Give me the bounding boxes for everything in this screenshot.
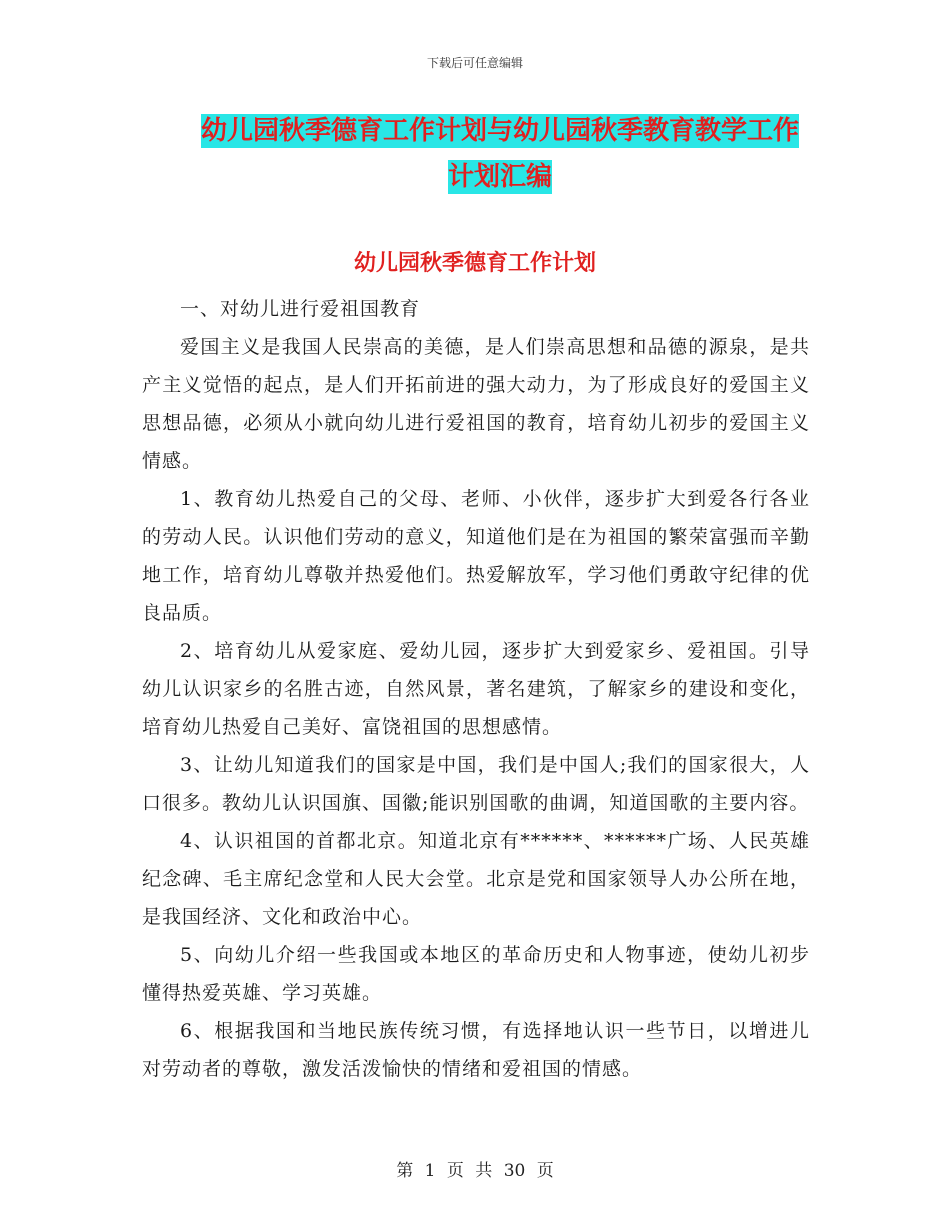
paragraph-item-5: 5、向幼儿介绍一些我国或本地区的革命历史和人物事迹，使幼儿初步懂得热爱英雄、学习英雄。 [142, 944, 810, 1004]
section-heading: 一、对幼儿进行爱祖国教育 [180, 298, 421, 320]
header-note: 下载后可任意编辑 [426, 56, 523, 70]
paragraph-item-2: 2、培育幼儿从爱家庭、爱幼儿园，逐步扩大到爱家乡、爱祖国。引导幼儿认识家乡的名胜古迹，自然风景，著名建筑，了解家乡的建设和变化，培育幼儿热爱自己美好、富饶祖国的思想感情。 [142, 640, 810, 738]
paragraph-item-1: 1、教育幼儿热爱自己的父母、老师、小伙伴，逐步扩大到爱各行各业的劳动人民。认识他们劳动的意义，知道他们是在为祖国的繁荣富强而辛勤地工作，培育幼儿尊敬并热爱他们。热爱解放军，学习他们勇敢守纪律的优良品质。 [142, 488, 810, 624]
document-title [190, 108, 810, 200]
paragraph-item-6: 6、根据我国和当地民族传统习惯，有选择地认识一些节日，以增进儿对劳动者的尊敬，激发活泼愉快的情绪和爱祖国的情感。 [142, 1020, 810, 1080]
paragraph-item-4: 4、认识祖国的首都北京。知道北京有******、******广场、人民英雄纪念碑、毛主席纪念堂和人民大会堂。北京是党和国家领导人办公所在地，是我国经济、文化和政治中心。 [142, 830, 810, 928]
paragraph-item-3: 3、让幼儿知道我们的国家是中国，我们是中国人;我们的国家很大，人口很多。教幼儿认识国旗、国徽;能识别国歌的曲调，知道国歌的主要内容。 [142, 754, 810, 814]
page-footer: 第 1 页 共 30 页 [396, 1161, 554, 1181]
document-body [142, 290, 810, 1088]
paragraph-intro: 爱国主义是我国人民崇高的美德，是人们崇高思想和品德的源泉，是共产主义觉悟的起点，是人们开拓前进的强大动力，为了形成良好的爱国主义思想品德，必须从小就向幼儿进行爱祖国的教育，培育幼儿初步的爱国主义情感。 [142, 336, 810, 472]
title-line-1: 幼儿园秋季德育工作计划与幼儿园秋季教育教学工作 [200, 116, 799, 146]
title-line-2: 计划汇编 [447, 162, 552, 192]
section-title: 幼儿园秋季德育工作计划 [353, 251, 596, 276]
